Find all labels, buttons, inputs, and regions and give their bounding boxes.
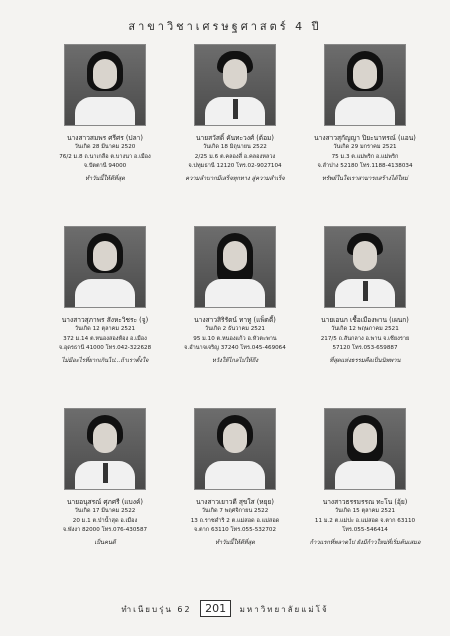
student-address-line2: จ.ลำปาง 52180 โทร.1188-4138034 (317, 163, 413, 169)
student-address-line1: 13 ถ.ราชดำริ 2 ต.แม่สอด อ.แม่สอด (190, 517, 280, 524)
student-photo (64, 226, 146, 308)
student-motto: ก้าวแรกที่พลาดไป ยังมีก้าวใหม่ที่เริ่มต้นเสมอ (309, 539, 421, 546)
student-address-line2: จ.อำนาจเจริญ 37240 โทร.045-469064 (184, 345, 286, 351)
student-address-line2: โทร.055-546414 (342, 527, 388, 533)
page-title: สาขาวิชาเศรษฐศาสตร์ 4 ปี (128, 20, 322, 33)
student-address-line2: จ.ตาก 63110 โทร.055-532702 (193, 527, 277, 533)
student-birth: วันเกิด 29 มกราคม 2521 (333, 144, 397, 150)
student-name: นางสาวสุภาพร สังหะวิชระ (จู) (61, 316, 149, 324)
page-footer (0, 600, 450, 617)
student-card (170, 44, 300, 226)
student-motto: ความลำบากมีเสร็จทุกทาง สู่ความสำเร็จ (185, 175, 285, 182)
student-photo (324, 44, 406, 126)
student-address-line1: 2/25 ม.6 ต.คลองสี่ อ.คลองหลวง (194, 153, 276, 160)
student-address-line2: 57120 โทร.053-659887 (332, 345, 398, 351)
footer-university-label: มหาวิทยาลัยแม่โจ้ (239, 605, 329, 614)
student-card (300, 44, 430, 226)
student-address-line2: จ.พังงา 82000 โทร.076-430587 (62, 527, 148, 533)
student-motto: ทรัพย์ในใจเราสามารถสร้างได้ใหม่ (322, 175, 408, 182)
student-motto: ทำวันนี้ให้ดีที่สุด (215, 539, 255, 546)
student-grid (40, 44, 430, 590)
page-number: 201 (200, 600, 231, 617)
student-photo (194, 408, 276, 490)
student-name: นางสาวสุกัญญา ปิยะนาทรณ์ (แอน) (314, 134, 416, 142)
student-motto: ไม่มีอะไรที่ยากเกินไป...ถ้าเราตั้งใจ (61, 357, 149, 364)
student-birth: วันเกิด 12 พฤษภาคม 2521 (331, 326, 399, 332)
student-name: นายสวัสดิ์ คันทะวงศ์ (ต้อม) (196, 134, 274, 142)
student-address-line1: 75 ม.3 ต.แม่พริก อ.แม่พริก (331, 153, 399, 160)
student-address-line1: 76/2 ม.8 ถ.นาเกลือ ต.บางนา อ.เมือง (59, 153, 151, 160)
student-birth: วันเกิด 7 พฤศจิกายน 2522 (201, 508, 269, 514)
student-address-line1: 217/5 ถ.สันกลาง อ.พาน จ.เชียงราย (320, 335, 410, 342)
footer-yearbook-label: ทำเนียบรุ่น 62 (121, 605, 192, 614)
student-card (170, 408, 300, 590)
student-name: นางสาวสมพร ศรีศร (ปลา) (67, 134, 143, 142)
student-name: นายอนุสรณ์ ศุภศรี (แบงค์) (67, 498, 143, 506)
student-motto: ทำวันนี้ให้ดีที่สุด (85, 175, 125, 182)
student-card (40, 226, 170, 408)
student-address-line1: 372 ม.14 ต.หนองสองห้อง อ.เมือง (63, 335, 147, 342)
student-birth: วันเกิด 12 ตุลาคม 2521 (74, 326, 136, 332)
student-card (40, 408, 170, 590)
student-address-line1: 11 ม.2 ต.แม่ปะ อ.แม่สอด จ.ตาก 63110 (314, 517, 416, 524)
student-birth: วันเกิด 28 มีนาคม 2520 (74, 144, 136, 150)
student-card (170, 226, 300, 408)
student-photo (194, 44, 276, 126)
student-photo (324, 408, 406, 490)
student-address-line1: 20 ม.1 ต.ป่าน้ำสุด อ.เมือง (72, 517, 138, 524)
student-photo (324, 226, 406, 308)
student-motto: เป็นคนดี (94, 539, 116, 546)
student-motto: หวังให้ไกลไปให้ถึง (211, 357, 259, 364)
student-card (300, 226, 430, 408)
student-motto: ที่สุดแห่งธรรมคือเป็นนิพพาน (329, 357, 401, 364)
student-address-line2: จ.อุดรธานี 41000 โทร.042-322628 (58, 345, 152, 351)
student-photo (64, 44, 146, 126)
student-name: นายเอนก เชื้อเมืองพาน (เผนก) (321, 316, 409, 324)
student-birth: วันเกิด 18 มิถุนายน 2522 (203, 144, 267, 150)
student-address-line2: จ.ปทุมธานี 12120 โทร.02-9027104 (188, 163, 282, 169)
student-address-line1: 95 ม.10 ต.หนองแก้ว อ.หัวตะพาน (193, 335, 277, 342)
student-name: นางสาวเยาวดี สุขใส (หยุย) (196, 498, 274, 506)
student-card (300, 408, 430, 590)
student-photo (194, 226, 276, 308)
student-birth: วันเกิด 15 ตุลาคม 2521 (334, 508, 396, 514)
student-photo (64, 408, 146, 490)
student-card (40, 44, 170, 226)
student-address-line2: จ.ปัตตานี 94000 (83, 163, 127, 169)
student-birth: วันเกิด 2 ธันวาคม 2521 (205, 326, 265, 332)
student-name: นางสาวธรรมรรณ ทะโน (อุ้ย) (322, 498, 408, 506)
student-birth: วันเกิด 17 มีนาคม 2522 (74, 508, 136, 514)
student-name: นางสาวสิริรัตน์ ทาทู (แพ็ตตี้) (194, 316, 276, 324)
